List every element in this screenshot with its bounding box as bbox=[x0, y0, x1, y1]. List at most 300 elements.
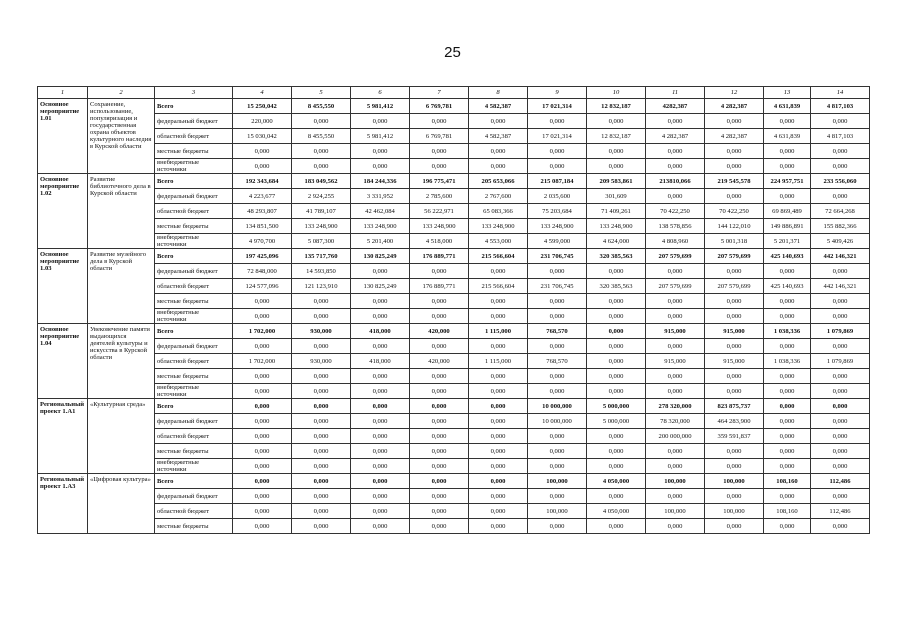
amount-cell: 0,000 bbox=[528, 444, 587, 459]
amount-cell: 0,000 bbox=[646, 144, 705, 159]
table-row bbox=[38, 504, 870, 519]
amount-cell: 0,000 bbox=[646, 159, 705, 174]
event-code-cell: Региональный проект 1.А1 bbox=[38, 399, 88, 474]
amount-cell: 207 579,699 bbox=[646, 279, 705, 294]
amount-cell: 1 038,336 bbox=[764, 324, 811, 339]
amount-cell: 0,000 bbox=[292, 444, 351, 459]
amount-cell: 0,000 bbox=[233, 444, 292, 459]
amount-cell: 0,000 bbox=[528, 309, 587, 324]
amount-cell: 0,000 bbox=[811, 444, 870, 459]
amount-cell: 0,000 bbox=[587, 444, 646, 459]
amount-cell: 133 248,900 bbox=[351, 219, 410, 234]
amount-cell: 0,000 bbox=[292, 384, 351, 399]
amount-cell: 220,000 bbox=[233, 114, 292, 129]
amount-cell: 0,000 bbox=[587, 324, 646, 339]
amount-cell: 56 222,971 bbox=[410, 204, 469, 219]
funding-source-cell: внебюджетные источники bbox=[155, 234, 233, 249]
amount-cell: 71 409,261 bbox=[587, 204, 646, 219]
funding-source-cell: внебюджетные источники bbox=[155, 459, 233, 474]
amount-cell: 17 021,314 bbox=[528, 129, 587, 144]
funding-source-cell: федеральный бюджет bbox=[155, 339, 233, 354]
amount-cell: 112,486 bbox=[811, 504, 870, 519]
amount-cell: 0,000 bbox=[587, 429, 646, 444]
amount-cell: 442 146,321 bbox=[811, 279, 870, 294]
amount-cell: 0,000 bbox=[410, 459, 469, 474]
amount-cell: 8 455,550 bbox=[292, 99, 351, 114]
amount-cell: 0,000 bbox=[705, 159, 764, 174]
funding-source-cell: областной бюджет bbox=[155, 279, 233, 294]
amount-cell: 420,000 bbox=[410, 324, 469, 339]
amount-cell: 464 283,900 bbox=[705, 414, 764, 429]
amount-cell: 5 000,000 bbox=[587, 399, 646, 414]
table-row bbox=[38, 429, 870, 444]
amount-cell: 17 021,314 bbox=[528, 99, 587, 114]
amount-cell: 5 981,412 bbox=[351, 129, 410, 144]
amount-cell: 0,000 bbox=[469, 429, 528, 444]
table-row bbox=[38, 369, 870, 384]
header-cell: 3 bbox=[155, 87, 233, 99]
amount-cell: 0,000 bbox=[233, 414, 292, 429]
amount-cell: 0,000 bbox=[646, 459, 705, 474]
header-cell: 12 bbox=[705, 87, 764, 99]
funding-source-cell: областной бюджет bbox=[155, 354, 233, 369]
amount-cell: 0,000 bbox=[351, 429, 410, 444]
amount-cell: 213810,066 bbox=[646, 174, 705, 189]
amount-cell: 320 385,563 bbox=[587, 249, 646, 264]
amount-cell: 0,000 bbox=[587, 144, 646, 159]
amount-cell: 930,000 bbox=[292, 354, 351, 369]
amount-cell: 1 079,869 bbox=[811, 354, 870, 369]
table-row bbox=[38, 264, 870, 279]
amount-cell: 6 769,781 bbox=[410, 129, 469, 144]
amount-cell: 2 767,600 bbox=[469, 189, 528, 204]
amount-cell: 5 201,371 bbox=[764, 234, 811, 249]
amount-cell: 1 702,000 bbox=[233, 324, 292, 339]
amount-cell: 0,000 bbox=[811, 489, 870, 504]
amount-cell: 915,000 bbox=[705, 324, 764, 339]
amount-cell: 0,000 bbox=[646, 189, 705, 204]
amount-cell: 0,000 bbox=[469, 159, 528, 174]
amount-cell: 0,000 bbox=[410, 159, 469, 174]
amount-cell: 1 115,000 bbox=[469, 354, 528, 369]
amount-cell: 3 331,952 bbox=[351, 189, 410, 204]
amount-cell: 100,000 bbox=[528, 504, 587, 519]
funding-source-cell: Всего bbox=[155, 174, 233, 189]
amount-cell: 0,000 bbox=[233, 159, 292, 174]
amount-cell: 75 203,684 bbox=[528, 204, 587, 219]
amount-cell: 0,000 bbox=[233, 519, 292, 534]
amount-cell: 130 825,249 bbox=[351, 249, 410, 264]
amount-cell: 0,000 bbox=[528, 369, 587, 384]
table-header bbox=[38, 87, 870, 99]
amount-cell: 0,000 bbox=[646, 294, 705, 309]
amount-cell: 0,000 bbox=[410, 474, 469, 489]
amount-cell: 420,000 bbox=[410, 354, 469, 369]
amount-cell: 1 702,000 bbox=[233, 354, 292, 369]
amount-cell: 0,000 bbox=[705, 519, 764, 534]
amount-cell: 0,000 bbox=[410, 384, 469, 399]
amount-cell: 233 556,060 bbox=[811, 174, 870, 189]
header-cell: 8 bbox=[469, 87, 528, 99]
amount-cell: 425 140,693 bbox=[764, 279, 811, 294]
amount-cell: 0,000 bbox=[351, 159, 410, 174]
table-row bbox=[38, 114, 870, 129]
amount-cell: 0,000 bbox=[351, 414, 410, 429]
table-row bbox=[38, 219, 870, 234]
amount-cell: 8 455,550 bbox=[292, 129, 351, 144]
funding-source-cell: областной бюджет bbox=[155, 129, 233, 144]
amount-cell: 0,000 bbox=[233, 339, 292, 354]
amount-cell: 10 000,000 bbox=[528, 399, 587, 414]
table-row bbox=[38, 459, 870, 474]
amount-cell: 4 553,000 bbox=[469, 234, 528, 249]
amount-cell: 0,000 bbox=[469, 489, 528, 504]
header-cell: 9 bbox=[528, 87, 587, 99]
amount-cell: 144 122,010 bbox=[705, 219, 764, 234]
amount-cell: 0,000 bbox=[292, 309, 351, 324]
amount-cell: 0,000 bbox=[587, 384, 646, 399]
amount-cell: 196 775,471 bbox=[410, 174, 469, 189]
amount-cell: 138 578,856 bbox=[646, 219, 705, 234]
amount-cell: 0,000 bbox=[528, 459, 587, 474]
amount-cell: 0,000 bbox=[351, 264, 410, 279]
amount-cell: 15 250,042 bbox=[233, 99, 292, 114]
amount-cell: 0,000 bbox=[764, 159, 811, 174]
amount-cell: 0,000 bbox=[811, 144, 870, 159]
table-row bbox=[38, 414, 870, 429]
amount-cell: 0,000 bbox=[646, 489, 705, 504]
funding-source-cell: Всего bbox=[155, 399, 233, 414]
table-row bbox=[38, 204, 870, 219]
amount-cell: 100,000 bbox=[646, 474, 705, 489]
amount-cell: 133 248,900 bbox=[469, 219, 528, 234]
amount-cell: 4 631,839 bbox=[764, 99, 811, 114]
amount-cell: 215 566,604 bbox=[469, 279, 528, 294]
amount-cell: 100,000 bbox=[528, 474, 587, 489]
amount-cell: 108,160 bbox=[764, 504, 811, 519]
amount-cell: 0,000 bbox=[233, 489, 292, 504]
amount-cell: 224 957,751 bbox=[764, 174, 811, 189]
funding-source-cell: местные бюджеты bbox=[155, 294, 233, 309]
amount-cell: 0,000 bbox=[705, 369, 764, 384]
amount-cell: 48 293,807 bbox=[233, 204, 292, 219]
amount-cell: 0,000 bbox=[410, 369, 469, 384]
amount-cell: 0,000 bbox=[646, 384, 705, 399]
header-cell: 11 bbox=[646, 87, 705, 99]
amount-cell: 130 825,249 bbox=[351, 279, 410, 294]
amount-cell: 4 808,960 bbox=[646, 234, 705, 249]
funding-source-cell: внебюджетные источники bbox=[155, 384, 233, 399]
amount-cell: 4 624,000 bbox=[587, 234, 646, 249]
amount-cell: 215 087,184 bbox=[528, 174, 587, 189]
amount-cell: 0,000 bbox=[528, 264, 587, 279]
amount-cell: 70 422,250 bbox=[705, 204, 764, 219]
amount-cell: 915,000 bbox=[646, 324, 705, 339]
amount-cell: 1 038,336 bbox=[764, 354, 811, 369]
funding-source-cell: внебюджетные источники bbox=[155, 309, 233, 324]
funding-source-cell: местные бюджеты bbox=[155, 219, 233, 234]
funding-source-cell: областной бюджет bbox=[155, 429, 233, 444]
table-row bbox=[38, 444, 870, 459]
amount-cell: 0,000 bbox=[410, 399, 469, 414]
amount-cell: 0,000 bbox=[811, 339, 870, 354]
amount-cell: 0,000 bbox=[410, 414, 469, 429]
amount-cell: 133 248,900 bbox=[587, 219, 646, 234]
amount-cell: 155 882,366 bbox=[811, 219, 870, 234]
amount-cell: 72 848,000 bbox=[233, 264, 292, 279]
amount-cell: 0,000 bbox=[764, 339, 811, 354]
amount-cell: 0,000 bbox=[528, 519, 587, 534]
amount-cell: 0,000 bbox=[705, 114, 764, 129]
amount-cell: 0,000 bbox=[811, 309, 870, 324]
amount-cell: 0,000 bbox=[351, 369, 410, 384]
amount-cell: 0,000 bbox=[469, 474, 528, 489]
amount-cell: 0,000 bbox=[292, 114, 351, 129]
amount-cell: 0,000 bbox=[528, 114, 587, 129]
amount-cell: 2 785,600 bbox=[410, 189, 469, 204]
amount-cell: 0,000 bbox=[811, 264, 870, 279]
amount-cell: 0,000 bbox=[292, 459, 351, 474]
amount-cell: 0,000 bbox=[292, 369, 351, 384]
amount-cell: 0,000 bbox=[469, 309, 528, 324]
amount-cell: 12 832,187 bbox=[587, 99, 646, 114]
amount-cell: 823 875,737 bbox=[705, 399, 764, 414]
amount-cell: 0,000 bbox=[811, 369, 870, 384]
amount-cell: 0,000 bbox=[764, 519, 811, 534]
amount-cell: 0,000 bbox=[351, 474, 410, 489]
amount-cell: 0,000 bbox=[811, 294, 870, 309]
page-number: 25 bbox=[444, 44, 461, 61]
funding-source-cell: местные бюджеты bbox=[155, 369, 233, 384]
amount-cell: 219 545,578 bbox=[705, 174, 764, 189]
amount-cell: 0,000 bbox=[351, 144, 410, 159]
amount-cell: 0,000 bbox=[587, 489, 646, 504]
amount-cell: 0,000 bbox=[528, 384, 587, 399]
event-name-cell: Увековечение памяти выдающихся деятелей культуры и искусства в Курской области bbox=[88, 324, 155, 399]
event-name-cell: Сохранение, использование, популяризация и государственная охрана объектов культурного наследия в Курской области bbox=[88, 99, 155, 174]
amount-cell: 301,609 bbox=[587, 189, 646, 204]
amount-cell: 0,000 bbox=[233, 369, 292, 384]
amount-cell: 0,000 bbox=[764, 399, 811, 414]
amount-cell: 108,160 bbox=[764, 474, 811, 489]
event-name-cell: «Цифровая культура» bbox=[88, 474, 155, 534]
amount-cell: 0,000 bbox=[351, 399, 410, 414]
amount-cell: 1 079,869 bbox=[811, 324, 870, 339]
event-code-cell: Основное мероприятие 1.02 bbox=[38, 174, 88, 249]
amount-cell: 0,000 bbox=[292, 414, 351, 429]
funding-source-cell: федеральный бюджет bbox=[155, 489, 233, 504]
amount-cell: 0,000 bbox=[292, 294, 351, 309]
funding-source-cell: местные бюджеты bbox=[155, 444, 233, 459]
amount-cell: 14 593,850 bbox=[292, 264, 351, 279]
table-row bbox=[38, 279, 870, 294]
funding-source-cell: Всего bbox=[155, 99, 233, 114]
amount-cell: 4 050,000 bbox=[587, 504, 646, 519]
table-body bbox=[38, 99, 870, 534]
amount-cell: 0,000 bbox=[351, 294, 410, 309]
amount-cell: 0,000 bbox=[646, 444, 705, 459]
funding-source-cell: федеральный бюджет bbox=[155, 264, 233, 279]
amount-cell: 0,000 bbox=[764, 489, 811, 504]
amount-cell: 0,000 bbox=[351, 444, 410, 459]
amount-cell: 0,000 bbox=[292, 159, 351, 174]
amount-cell: 0,000 bbox=[646, 264, 705, 279]
amount-cell: 12 832,187 bbox=[587, 129, 646, 144]
amount-cell: 0,000 bbox=[469, 504, 528, 519]
amount-cell: 0,000 bbox=[469, 339, 528, 354]
amount-cell: 2 035,600 bbox=[528, 189, 587, 204]
amount-cell: 0,000 bbox=[705, 339, 764, 354]
event-code-cell: Основное мероприятие 1.04 bbox=[38, 324, 88, 399]
amount-cell: 65 083,366 bbox=[469, 204, 528, 219]
amount-cell: 0,000 bbox=[764, 264, 811, 279]
amount-cell: 930,000 bbox=[292, 324, 351, 339]
amount-cell: 0,000 bbox=[646, 369, 705, 384]
amount-cell: 278 320,000 bbox=[646, 399, 705, 414]
amount-cell: 209 583,861 bbox=[587, 174, 646, 189]
amount-cell: 0,000 bbox=[764, 429, 811, 444]
amount-cell: 359 591,837 bbox=[705, 429, 764, 444]
amount-cell: 2 924,255 bbox=[292, 189, 351, 204]
amount-cell: 135 717,760 bbox=[292, 249, 351, 264]
amount-cell: 41 789,107 bbox=[292, 204, 351, 219]
amount-cell: 0,000 bbox=[705, 264, 764, 279]
amount-cell: 0,000 bbox=[469, 459, 528, 474]
amount-cell: 1 115,000 bbox=[469, 324, 528, 339]
amount-cell: 112,486 bbox=[811, 474, 870, 489]
amount-cell: 0,000 bbox=[410, 294, 469, 309]
amount-cell: 0,000 bbox=[705, 294, 764, 309]
amount-cell: 10 000,000 bbox=[528, 414, 587, 429]
table-row bbox=[38, 129, 870, 144]
amount-cell: 0,000 bbox=[469, 294, 528, 309]
funding-source-cell: федеральный бюджет bbox=[155, 189, 233, 204]
amount-cell: 0,000 bbox=[528, 144, 587, 159]
table-row bbox=[38, 174, 870, 189]
amount-cell: 100,000 bbox=[646, 504, 705, 519]
amount-cell: 207 579,699 bbox=[646, 249, 705, 264]
table-row bbox=[38, 474, 870, 489]
amount-cell: 0,000 bbox=[410, 339, 469, 354]
amount-cell: 0,000 bbox=[469, 399, 528, 414]
amount-cell: 0,000 bbox=[292, 339, 351, 354]
amount-cell: 0,000 bbox=[587, 354, 646, 369]
amount-cell: 0,000 bbox=[233, 309, 292, 324]
amount-cell: 207 579,699 bbox=[705, 249, 764, 264]
amount-cell: 69 869,489 bbox=[764, 204, 811, 219]
amount-cell: 4 599,000 bbox=[528, 234, 587, 249]
amount-cell: 121 123,910 bbox=[292, 279, 351, 294]
amount-cell: 0,000 bbox=[233, 144, 292, 159]
table-row bbox=[38, 159, 870, 174]
amount-cell: 0,000 bbox=[410, 114, 469, 129]
amount-cell: 0,000 bbox=[410, 519, 469, 534]
table-row bbox=[38, 354, 870, 369]
amount-cell: 0,000 bbox=[764, 444, 811, 459]
amount-cell: 197 425,096 bbox=[233, 249, 292, 264]
amount-cell: 0,000 bbox=[351, 114, 410, 129]
amount-cell: 133 248,900 bbox=[410, 219, 469, 234]
amount-cell: 6 769,781 bbox=[410, 99, 469, 114]
funding-source-cell: областной бюджет bbox=[155, 504, 233, 519]
header-cell: 1 bbox=[38, 87, 88, 99]
amount-cell: 0,000 bbox=[528, 489, 587, 504]
amount-cell: 4 518,000 bbox=[410, 234, 469, 249]
amount-cell: 0,000 bbox=[587, 159, 646, 174]
budget-table bbox=[37, 86, 870, 534]
amount-cell: 0,000 bbox=[410, 489, 469, 504]
amount-cell: 0,000 bbox=[587, 114, 646, 129]
event-name-cell: Развитие музейного дела в Курской области bbox=[88, 249, 155, 324]
header-cell: 4 bbox=[233, 87, 292, 99]
amount-cell: 0,000 bbox=[410, 429, 469, 444]
amount-cell: 0,000 bbox=[705, 309, 764, 324]
amount-cell: 0,000 bbox=[764, 144, 811, 159]
amount-cell: 100,000 bbox=[705, 504, 764, 519]
amount-cell: 70 422,250 bbox=[646, 204, 705, 219]
amount-cell: 149 886,891 bbox=[764, 219, 811, 234]
amount-cell: 0,000 bbox=[528, 429, 587, 444]
amount-cell: 0,000 bbox=[292, 489, 351, 504]
amount-cell: 4 050,000 bbox=[587, 474, 646, 489]
amount-cell: 768,570 bbox=[528, 324, 587, 339]
amount-cell: 0,000 bbox=[351, 519, 410, 534]
amount-cell: 0,000 bbox=[469, 114, 528, 129]
amount-cell: 184 244,336 bbox=[351, 174, 410, 189]
funding-source-cell: местные бюджеты bbox=[155, 144, 233, 159]
event-name-cell: Развитие библиотечного дела в Курской области bbox=[88, 174, 155, 249]
amount-cell: 0,000 bbox=[764, 384, 811, 399]
funding-source-cell: Всего bbox=[155, 249, 233, 264]
amount-cell: 0,000 bbox=[292, 399, 351, 414]
amount-cell: 4 223,677 bbox=[233, 189, 292, 204]
amount-cell: 0,000 bbox=[811, 429, 870, 444]
amount-cell: 0,000 bbox=[705, 459, 764, 474]
amount-cell: 0,000 bbox=[764, 414, 811, 429]
amount-cell: 0,000 bbox=[646, 309, 705, 324]
amount-cell: 0,000 bbox=[587, 369, 646, 384]
amount-cell: 134 851,500 bbox=[233, 219, 292, 234]
header-cell: 6 bbox=[351, 87, 410, 99]
amount-cell: 0,000 bbox=[811, 159, 870, 174]
amount-cell: 0,000 bbox=[764, 294, 811, 309]
amount-cell: 0,000 bbox=[233, 459, 292, 474]
table-row bbox=[38, 339, 870, 354]
amount-cell: 207 579,699 bbox=[705, 279, 764, 294]
table-row bbox=[38, 99, 870, 114]
amount-cell: 4 282,387 bbox=[705, 129, 764, 144]
funding-source-cell: местные бюджеты bbox=[155, 519, 233, 534]
amount-cell: 4 631,839 bbox=[764, 129, 811, 144]
amount-cell: 768,570 bbox=[528, 354, 587, 369]
amount-cell: 0,000 bbox=[292, 519, 351, 534]
header-cell: 10 bbox=[587, 87, 646, 99]
amount-cell: 4282,387 bbox=[646, 99, 705, 114]
amount-cell: 100,000 bbox=[705, 474, 764, 489]
table-row bbox=[38, 189, 870, 204]
amount-cell: 418,000 bbox=[351, 354, 410, 369]
amount-cell: 0,000 bbox=[764, 189, 811, 204]
amount-cell: 0,000 bbox=[292, 504, 351, 519]
amount-cell: 4 582,387 bbox=[469, 99, 528, 114]
amount-cell: 0,000 bbox=[587, 294, 646, 309]
amount-cell: 0,000 bbox=[410, 144, 469, 159]
amount-cell: 200 000,000 bbox=[646, 429, 705, 444]
amount-cell: 0,000 bbox=[351, 339, 410, 354]
amount-cell: 215 566,604 bbox=[469, 249, 528, 264]
amount-cell: 0,000 bbox=[469, 519, 528, 534]
amount-cell: 0,000 bbox=[646, 339, 705, 354]
